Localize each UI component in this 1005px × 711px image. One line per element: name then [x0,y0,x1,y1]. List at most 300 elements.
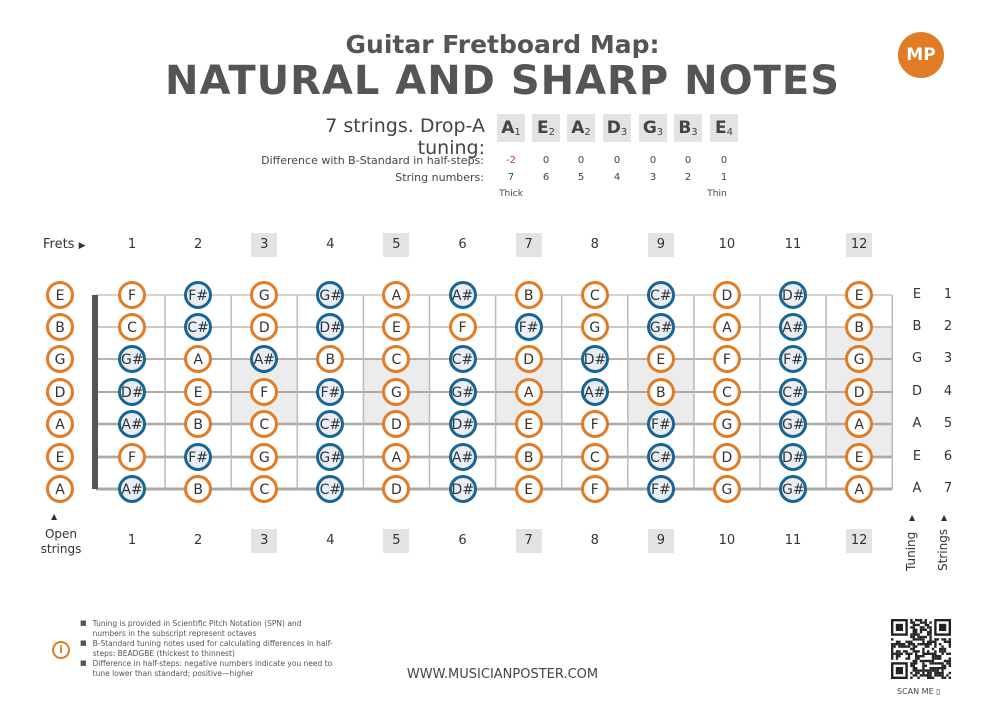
difference-value: 0 [684,155,692,166]
qr-module [929,621,931,623]
fret-note: G [713,410,741,438]
fret-note: G# [316,281,344,309]
qr-module [937,657,939,659]
qr-module [891,648,893,650]
qr-module [910,665,912,667]
qr-module [927,677,929,679]
qr-finder [896,667,903,674]
qr-module [898,645,900,647]
fret-number-top: 7 [516,233,542,257]
fret-note: F# [647,410,675,438]
fret-note: B [316,345,344,373]
fret-note: A [713,313,741,341]
fret-number-bottom: 9 [648,529,674,553]
qr-module [941,662,943,664]
right-tuning-note: D [911,384,922,399]
qr-module [903,643,905,645]
qr-module [915,645,917,647]
qr-module [929,662,931,664]
qr-module [917,650,919,652]
qr-module [925,660,927,662]
qr-module [905,641,907,643]
qr-module [922,653,924,655]
right-string-number: 2 [943,319,953,334]
qr-module [915,653,917,655]
qr-module [915,667,917,669]
qr-module [910,633,912,635]
qr-module [896,641,898,643]
qr-module [929,631,931,633]
fret-number-bottom: 4 [326,533,335,548]
qr-module [925,653,927,655]
fret-note: G# [118,345,146,373]
qr-module [932,648,934,650]
qr-module [941,665,943,667]
qr-module [891,638,893,640]
qr-module [896,653,898,655]
qr-module [920,660,922,662]
fret-note: C# [184,313,212,341]
fret-note: D [250,313,278,341]
qr-module [922,626,924,628]
qr-module [927,643,929,645]
difference-value: -2 [506,155,516,166]
difference-label: Difference with B-Standard in half-steps: [261,154,484,167]
string-number-value: 2 [684,172,692,183]
thin-label: Thin [707,189,727,199]
qr-module [915,631,917,633]
qr-module [932,641,934,643]
qr-module [937,674,939,676]
bullet-icon: ■ [80,659,87,667]
right-tuning-note: E [912,449,922,464]
open-string-note: B [46,313,74,341]
open-string-note: A [46,410,74,438]
fret-note: F [118,281,146,309]
footer-note [80,639,333,659]
qr-module [913,648,915,650]
fret-note: F# [515,313,543,341]
qr-module [905,653,907,655]
qr-module [937,667,939,669]
qr-module [946,674,948,676]
qr-module [934,638,936,640]
string-number-value: 7 [507,172,515,183]
fret-note: A# [449,281,477,309]
qr-module [915,619,917,621]
qr-module [929,669,931,671]
qr-module [937,655,939,657]
qr-module [915,629,917,631]
qr-module [917,619,919,621]
qr-module [927,624,929,626]
tuning-note-letter: D [606,118,621,138]
fret-note: B [515,281,543,309]
qr-module [941,677,943,679]
tuning-note-octave: 3 [691,127,698,138]
fret-note: E [382,313,410,341]
fret-note: A [382,443,410,471]
qr-module [934,674,936,676]
brand-logo: MP [898,32,944,78]
fret-note: G# [647,313,675,341]
fret-note: A# [250,345,278,373]
qr-module [891,643,893,645]
fret-note: F# [316,378,344,406]
qr-module [949,672,951,674]
qr-module [901,645,903,647]
bullet-icon: ■ [80,639,87,647]
qr-module [939,662,941,664]
qr-module [937,669,939,671]
right-string-number: 4 [943,384,953,399]
fret-note: G [250,443,278,471]
fret-note: C# [316,475,344,503]
tuning-note-letter: G [642,118,657,138]
fret-note: E [845,443,873,471]
qr-module [929,667,931,669]
fret-note: F [713,345,741,373]
fret-note: A# [118,475,146,503]
qr-module [941,650,943,652]
fret-number-bottom: 1 [127,533,137,548]
qr-module [929,672,931,674]
qr-module [927,641,929,643]
qr-module [910,643,912,645]
fret-note: G# [449,378,477,406]
scan-me-label [897,687,941,696]
qr-module [949,645,951,647]
qr-module [922,650,924,652]
qr-module [896,650,898,652]
qr-module [929,643,931,645]
qr-module [910,662,912,664]
tuning-note-octave: 3 [656,127,664,138]
qr-module [927,631,929,633]
qr-module [915,674,917,676]
qr-module [939,672,941,674]
fret-note: D [515,345,543,373]
string-number-value: 1 [720,172,728,183]
qr-module [927,669,929,671]
qr-module [920,638,922,640]
tuning-note-letter: A [571,118,585,138]
qr-module [891,655,893,657]
fret-note: A# [449,443,477,471]
qr-module [949,677,951,679]
qr-module [934,657,936,659]
frets-label-text: Frets [43,237,75,252]
tuning-note-octave: 1 [514,127,521,138]
page-title: Guitar Fretboard Map: [345,30,660,59]
qr-module [929,629,931,631]
qr-module [932,657,934,659]
right-tuning-note: A [912,481,922,496]
string-numbers-label: String numbers: [395,171,484,184]
fret-number-top: 2 [194,237,203,252]
fret-note: B [845,313,873,341]
qr-module [913,624,915,626]
fret-note: F# [647,475,675,503]
fret-note: G [581,313,609,341]
qr-module [905,645,907,647]
string-number-value: 3 [649,172,657,183]
qr-module [915,655,917,657]
tuning-note-octave: 2 [584,127,591,138]
qr-module [946,653,948,655]
qr-module [913,621,915,623]
footer-note-text: Difference in half-steps: negative numbers indicate you need to tune lower than standard; positive—higher [92,659,333,678]
nut [92,295,98,489]
qr-module [949,665,951,667]
tuning-label: 7 strings. Drop-A tuning: [325,115,485,159]
qr-module [949,641,951,643]
qr-module [934,641,936,643]
qr-module [917,677,919,679]
fret-note: E [647,345,675,373]
qr-module [910,619,912,621]
qr-module [908,643,910,645]
right-tuning-note: B [912,319,922,334]
qr-module [927,672,929,674]
fret-note: F [449,313,477,341]
qr-module [913,660,915,662]
qr-module [944,650,946,652]
qr-module [917,669,919,671]
bullet-icon: ■ [80,619,87,627]
qr-module [910,677,912,679]
qr-module [929,626,931,628]
fret-note: C# [316,410,344,438]
fret-number-top: 9 [648,233,674,257]
qr-module [922,643,924,645]
qr-module [944,677,946,679]
footer-note-text: B-Standard tuning notes used for calculating differences in half-steps: BEADGBE (thickest to thinnest) [92,639,333,658]
qr-module [913,650,915,652]
qr-module [915,660,917,662]
qr-code[interactable] [888,619,954,679]
qr-module [913,662,915,664]
qr-module [946,660,948,662]
qr-module [939,650,941,652]
qr-module [913,636,915,638]
triangle-up-icon: ▲ [909,513,916,522]
fret-note: D# [449,410,477,438]
qr-module [927,626,929,628]
qr-module [949,657,951,659]
qr-module [925,674,927,676]
open-string-note: E [46,443,74,471]
qr-module [898,650,900,652]
fret-note: C [250,475,278,503]
qr-module [934,650,936,652]
qr-module [934,653,936,655]
qr-module [949,662,951,664]
open-string-note: A [46,475,74,503]
qr-module [937,638,939,640]
qr-module [922,621,924,623]
qr-module [925,669,927,671]
qr-module [920,626,922,628]
qr-module [927,674,929,676]
qr-code-image [888,619,954,679]
fret-note: C# [647,281,675,309]
fret-note: B [184,410,212,438]
qr-module [913,643,915,645]
qr-module [910,641,912,643]
qr-module [934,667,936,669]
qr-module [905,657,907,659]
qr-module [927,660,929,662]
qr-module [934,643,936,645]
qr-module [905,650,907,652]
qr-module [927,653,929,655]
qr-module [891,645,893,647]
qr-module [932,667,934,669]
qr-module [893,643,895,645]
qr-module [920,655,922,657]
qr-module [915,638,917,640]
footer-note [80,659,333,679]
fret-note: C [713,378,741,406]
qr-module [920,631,922,633]
fret-note: D# [779,281,807,309]
tuning-note-letter: A [501,118,515,138]
fret-number-bottom: 8 [590,533,599,548]
qr-module [896,643,898,645]
qr-module [917,636,919,638]
fret-number-top: 6 [458,237,467,252]
fret-note: C [581,281,609,309]
qr-module [917,655,919,657]
fret-note: B [647,378,675,406]
qr-module [913,626,915,628]
qr-module [910,648,912,650]
qr-module [913,638,915,640]
qr-module [932,653,934,655]
qr-module [910,626,912,628]
qr-module [949,660,951,662]
qr-module [941,645,943,647]
qr-module [922,674,924,676]
fret-note: D# [581,345,609,373]
fret-note: F [581,410,609,438]
qr-module [920,643,922,645]
qr-module [925,636,927,638]
qr-module [937,662,939,664]
tuning-note-letter: E [715,118,727,138]
fret-note: A# [779,313,807,341]
fret-note: G [713,475,741,503]
qr-module [944,660,946,662]
qr-module [944,648,946,650]
footer-note-text: Tuning is provided in Scientific Pitch Notation (SPN) and numbers in the subscript represent octaves [92,619,302,638]
thick-label: Thick [499,189,523,199]
qr-module [941,672,943,674]
qr-module [925,665,927,667]
qr-finder [939,624,946,631]
qr-module [908,653,910,655]
fret-number-top: 4 [326,237,335,252]
qr-module [925,621,927,623]
fret-note: A [184,345,212,373]
fret-note: G [250,281,278,309]
qr-module [932,677,934,679]
qr-module [896,657,898,659]
qr-module [915,657,917,659]
qr-module [913,674,915,676]
open-string-note: G [46,345,74,373]
qr-module [944,667,946,669]
fret-number-bottom: 2 [194,533,203,548]
qr-module [922,641,924,643]
qr-module [920,619,922,621]
fret-number-top: 5 [383,233,409,257]
qr-module [925,624,927,626]
fret-number-bottom: 6 [458,533,467,548]
qr-module [898,643,900,645]
qr-module [891,657,893,659]
qr-module [898,641,900,643]
qr-module [925,629,927,631]
qr-module [910,653,912,655]
qr-module [929,677,931,679]
qr-module [917,657,919,659]
qr-module [908,645,910,647]
fret-note: E [184,378,212,406]
qr-module [908,657,910,659]
qr-module [893,653,895,655]
qr-module [932,655,934,657]
fret-note: G# [316,443,344,471]
open-label: Open [44,527,78,541]
website-link[interactable]: WWW.MUSICIANPOSTER.COM [406,667,599,682]
fret-number-bottom: 3 [251,529,277,553]
qr-module [944,641,946,643]
qr-module [946,662,948,664]
page-subtitle: NATURAL AND SHARP NOTES [164,58,840,104]
qr-module [922,655,924,657]
qr-module [929,653,931,655]
strings-label: strings [40,542,82,556]
qr-module [932,669,934,671]
fret-note: E [845,281,873,309]
fret-note: D# [779,443,807,471]
fret-number-bottom: 5 [383,529,409,553]
qr-module [937,672,939,674]
qr-module [898,653,900,655]
string-number-value: 6 [542,172,550,183]
qr-module [917,633,919,635]
fret-note: F# [779,345,807,373]
fret-note: A# [118,410,146,438]
fret-note: A [845,475,873,503]
fret-note: C# [449,345,477,373]
qr-module [915,672,917,674]
qr-module [929,674,931,676]
tuning-vertical-label: Tuning [904,531,918,571]
qr-module [917,672,919,674]
qr-module [922,672,924,674]
qr-module [901,643,903,645]
info-icon: i [52,641,70,659]
qr-module [941,669,943,671]
fret-note: A [382,281,410,309]
right-string-number: 6 [943,449,953,464]
difference-value: 0 [577,155,585,166]
fret-note: C [382,345,410,373]
qr-module [891,650,893,652]
